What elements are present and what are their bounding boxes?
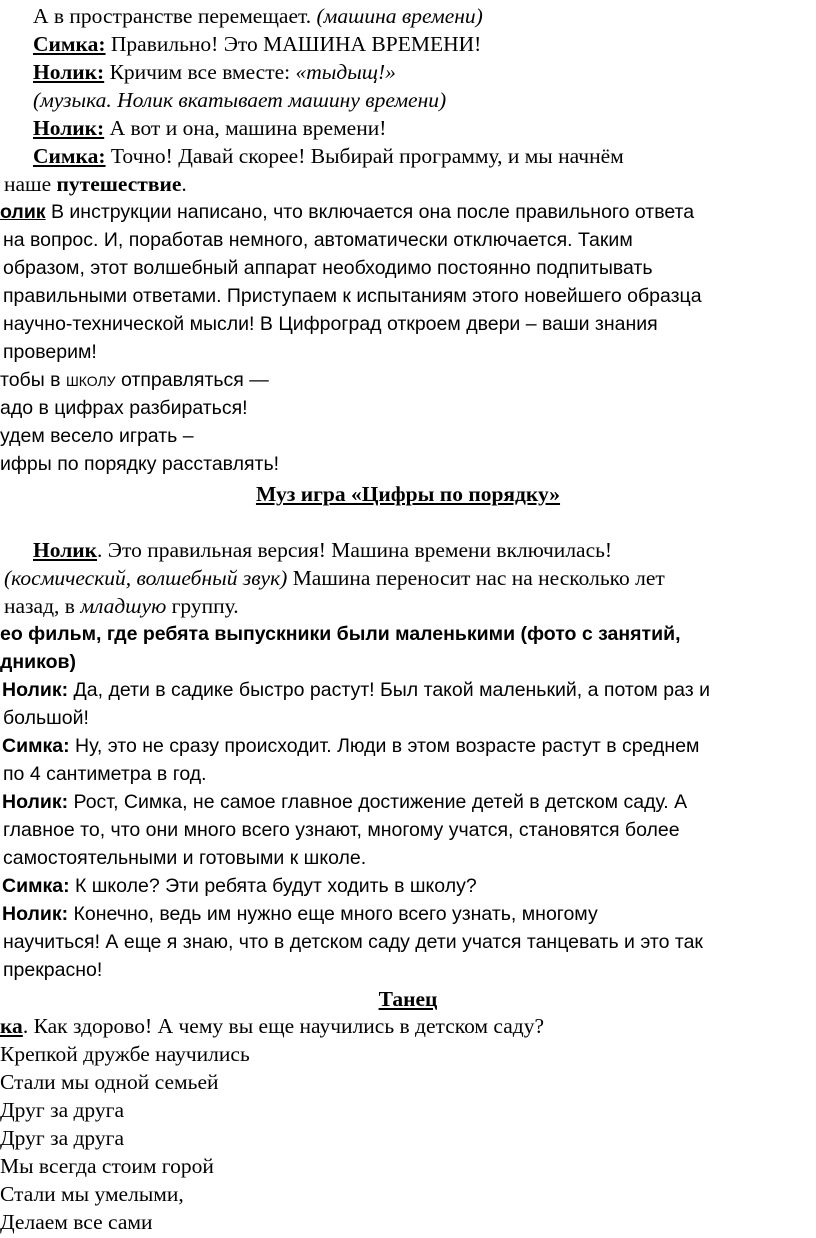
speaker-nolik: Нолик: [2,791,69,813]
text: . Это правильная версия! Машина времени включилась! [97,538,613,562]
text: К школе? Эти ребята будут ходить в школу? [69,875,477,897]
text: Да, дети в садике быстро растут! Был такой маленький, а потом раз и [68,679,710,701]
text: Крепкой дружбе научились [0,1042,250,1066]
heading-text: Муз игра «Цифры по порядку» [255,482,561,506]
text: правильными ответами. Приступаем к испытаниям этого новейшего образца [3,285,702,307]
text: Правильно! Это МАШИНА ВРЕМЕНИ! [105,32,482,56]
poem-line-2 [0,1068,219,1096]
text: Кричим все вместе: [104,60,296,84]
line-36 [0,1012,544,1040]
line-22 [0,620,680,648]
line-20 [4,564,665,592]
text: проверим! [3,341,97,363]
line-28 [2,788,687,816]
speaker-nolik: Нолик: [33,116,105,140]
text-italic: «тыдыщ!» [295,60,396,84]
text-bold: путешествие [56,172,182,196]
poem-line-7 [0,1208,152,1236]
text-bold: дников) [0,651,77,673]
poem-line-5 [0,1152,214,1180]
text: Конечно, ведь им нужно еще много всего узнать, многому [68,903,598,925]
text: . [181,172,187,196]
line-17 [0,450,279,478]
speaker-nolik: Нолик: [33,60,105,84]
line-13 [3,338,97,366]
line-2 [33,30,481,58]
line-4 [33,86,446,114]
line-30 [3,844,366,872]
line-7 [4,170,187,198]
speaker-nolik: Нолик: [2,903,69,925]
poem-line-4 [0,1124,124,1152]
line-3 [33,58,396,86]
speaker-nolik: олик [0,201,46,223]
text: адо в цифрах разбираться! [0,397,248,419]
line-12 [3,310,658,338]
text-bold: ео фильм, где ребята выпускники были маленькими (фото с занятий, [0,623,681,645]
line-32 [2,900,598,928]
section-heading-dance [0,985,816,1013]
line-21 [4,592,239,620]
text: Делаем все сами [0,1210,153,1234]
text: тобы в [0,369,66,391]
text: большой! [3,707,89,729]
poem-line-6 [0,1180,184,1208]
text: Мы всегда стоим горой [0,1154,214,1178]
poem-line-1 [0,1040,250,1068]
text: наше [4,172,57,196]
text: Машина переносит нас на несколько лет [287,566,665,590]
text: Стали мы одной семьей [0,1070,219,1094]
text: научно-технической мысли! В Цифроград откроем двери – ваши знания [3,313,658,335]
line-29 [3,816,680,844]
text: группу. [166,594,239,618]
text: А вот и она, машина времени! [104,116,387,140]
speaker-nolik: Нолик: [2,679,69,701]
speaker-simka: Симка: [2,875,70,897]
line-16 [0,422,194,450]
line-19 [33,536,612,564]
line-15 [0,394,248,422]
text: главное то, что они много всего узнают, многому учатся, становятся более [3,819,680,841]
speaker-simka: Симка: [33,144,106,168]
text: Ну, это не сразу происходит. Люди в этом возрасте растут в среднем [69,735,700,757]
stage-direction: (космический, волшебный звук) [4,566,288,590]
line-5 [33,114,386,142]
speaker-nolik: Нолик [33,538,98,562]
speaker-simka: Симка: [33,32,106,56]
line-9 [3,226,633,254]
heading-text: Танец [378,987,438,1011]
poem-line-3 [0,1096,124,1124]
text: научиться! А еще я знаю, что в детском саду дети учатся танцевать и это так [3,931,703,953]
line-6 [33,142,624,170]
text: по 4 сантиметра в год. [3,763,207,785]
stage-direction: (машина времени) [316,4,483,28]
line-23 [0,648,76,676]
text: назад, в [4,594,81,618]
line-24 [2,676,710,704]
stage-direction: (музыка. Нолик вкатывает машину времени) [33,88,447,112]
speaker-simka: Симка: [2,735,70,757]
text-italic: младшую [80,594,167,618]
speaker-simka: ка [0,1014,23,1038]
text: отправляться — [115,369,269,391]
line-1 [33,2,483,30]
line-33 [3,928,703,956]
line-11 [3,282,702,310]
line-34 [3,956,102,984]
text: Друг за друга [0,1098,125,1122]
text: ифры по порядку расставлять! [0,453,280,475]
line-31 [2,872,477,900]
text: самостоятельными и готовыми к школе. [3,847,367,869]
text: Точно! Давай скорее! Выбирай программу, и мы начнём [105,144,624,168]
text: Стали мы умелыми, [0,1182,184,1206]
text: А в пространстве перемещает. [33,4,317,28]
text: образом, этот волшебный аппарат необходимо постоянно подпитывать [3,257,653,279]
line-8 [0,198,694,226]
text: Рост, Симка, не самое главное достижение детей в детском саду. А [68,791,688,813]
text: на вопрос. И, поработав немного, автоматически отключается. Таким [3,229,633,251]
text: В инструкции написано, что включается она после правильного ответа [45,201,695,223]
text: прекрасно! [3,959,103,981]
text-small-caps: школу [65,369,116,391]
text: Друг за друга [0,1126,125,1150]
text: . Как здорово! А чему вы еще научились в детском саду? [22,1014,544,1038]
line-10 [3,254,653,282]
line-25 [3,704,89,732]
line-27 [3,760,207,788]
line-26 [2,732,699,760]
text: удем весело играть – [0,425,194,447]
section-heading-music-game [0,480,816,508]
line-14 [0,366,269,394]
